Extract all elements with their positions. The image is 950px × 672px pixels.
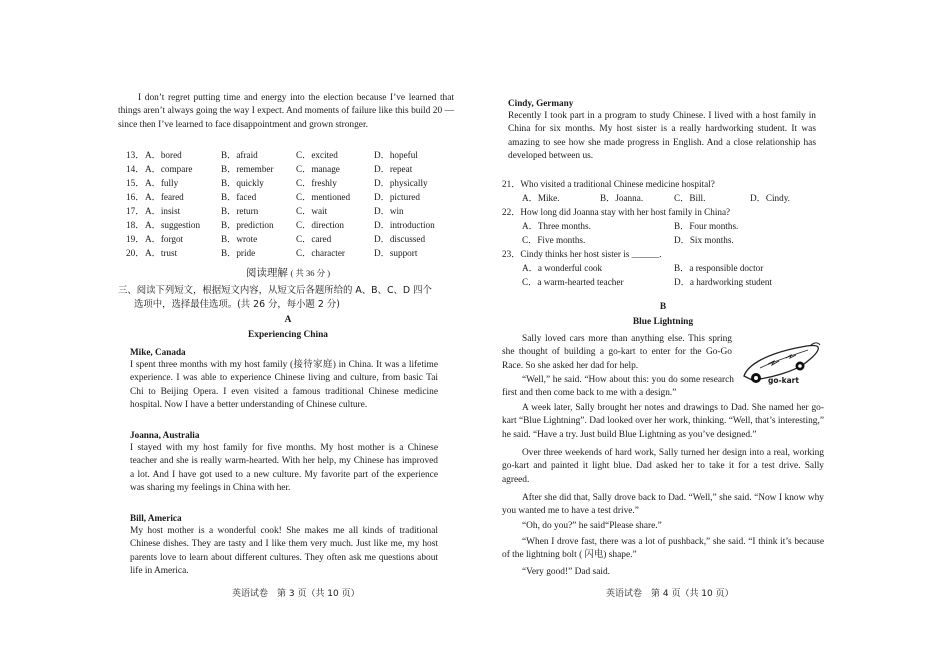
person-text: Recently I took part in a program to study Chinese. I lived with a host family in China for six months. My host sister is a really hardworking student. It was amazing to see how she made progress in English. And a close relationship has developed between us. (508, 111, 816, 162)
page-footer: 英语试卷 第 4 页（共 10 页） (606, 589, 734, 599)
person-name: Cindy, Germany (508, 98, 574, 108)
person-text: I spent three months with my host family (接待家庭) in China. It was a lifetime experience. I was able to experience Chinese living and culture, from basic Tai Chi to Beijing Opera. I even visited a famous traditional Chinese medicine hospital. Now I have a better understanding of Chinese culture. (130, 360, 438, 411)
instruction-line-1: 三、阅读下列短文，根据短文内容，从短文后各题所给的 A、B、C、D 四个 (118, 285, 432, 296)
person-text: I stayed with my host family for five months. My host mother is a Chinese teacher and she is really warm-hearted. With her help, my Chinese has improved a lot. And I have got used to a new culture. My favorite part of the experience was sharing my feelings in China with her. (130, 443, 438, 494)
story-paragraph: A week later, Sally brought her notes and drawings to Dad. She named her go-kart “Blue Lightning”. Dad looked over her work, thinking. “Well, that’s interesting,” he said. “Have a try. Just build Blue Lightning as you’ve designed.” (502, 403, 824, 440)
story-paragraph: “Well,” he said. “How about this: you do some research first and then come back to me with a design.” (502, 375, 734, 399)
passage-letter: A (284, 315, 292, 325)
person-name: Mike, Canada (130, 347, 186, 357)
story-paragraph: “Very good!” Dad said. (522, 567, 610, 577)
person-name: Joanna, Australia (130, 430, 200, 440)
person-name: Bill, America (130, 513, 182, 523)
story-paragraph: After she did that, Sally drove back to Dad. “Well,” she said. “Now I know why you wanted me to have a test drive.” (502, 493, 824, 517)
story-paragraph: “Oh, do you?” he said“Please share.” (522, 521, 662, 531)
person-text: My host mother is a wonderful cook! She makes me all kinds of traditional Chinese dishes. They are tasty and I like them very much. Just like me, my host parents love to learn about different cultures. They often ask me questions about life in America. (130, 526, 438, 577)
passage-title: Experiencing China (248, 330, 328, 340)
section-title: 阅读理解 ( 共 36 分 ) (245, 267, 331, 279)
story-paragraph: Over three weekends of hard work, Sally turned her design into a real, working go-kart and painted it light blue. Dad asked her to take it for a test drive. Sally agreed. (502, 448, 824, 485)
page-footer: 英语试卷 第 3 页（共 10 页） (232, 589, 360, 599)
passage-title: Blue Lightning (632, 317, 694, 327)
story-paragraph: Sally loved cars more than anything else. This spring she thought of building a go-kart to enter for the Go-Go Race. So she asked her dad for help. (502, 334, 732, 371)
go-kart-label: go-kart (768, 376, 799, 385)
instruction-line-2: 选项中，选择最佳选项。(共 26 分，每小题 2 分) (134, 299, 340, 310)
passage-letter: B (659, 302, 667, 312)
right-page: Cindy, Germany Recently I took part in a program to study Chinese. I lived with a host family in China for six months. My host sister is a really hardworking student. It was amazing to see how she made progress in English. And a close relationship has developed between us. 21．Who visited a traditional Chinese medicine hospital? A．Mike. B．Joanna. C．Bill. D．Cindy. 22．How long did Joanna stay with her host family in China? A．Three months. B．Four months. C．Five months. D．Six months. 23．Cindy thinks her host sister is ______. A．a wonderful cook B．a responsible doctor C．a warm-hearted teacher D．a hardworking student B Blue Lightning Sally loved cars more than anything else. This spring she thought of building a go-kart to enter for the Go-Go Race. So she asked her dad for help. “Well,” he said. “How about this: you do some research first and then come back to me with a design.” go-kart A week later, Sally brought her notes and drawings to Dad. She named her go-kart “Blue Lightning”. Dad looked over her work, thinking. “Well, that’s interesting,” he said. “Have a try. Just build Blue Lightning as you’ve designed.” Over three weekends of hard work, Sally turned her design into a real, working go-kart and painted it light blue. Dad asked her to take it for a test drive. Sally agreed. After she did that, Sally drove back to Dad. “Well,” she said. “Now I know why you wanted me to have a test drive.” “Oh, do you?” he said“Please share.” “When I drove fast, there was a lot of pushback,” she said. “I think it’s because of the lightning bolt ( 闪电) shape.” “Very good!” Dad said. 英语试卷 第 4 页（共 10 页） (502, 98, 824, 599)
story-paragraph: “When I drove fast, there was a lot of pushback,” she said. “I think it’s because of the lightning bolt ( 闪电) shape.” (502, 537, 824, 561)
left-page: I don’t regret putting time and energy into the election because I’ve learned that things aren’t always going the way I expect. And moments of failure like this build 20 —since then I’ve learned to face disappointment and grown stronger. 13． A．bored B．afraid C．excited D．hopeful 14． A．compare B．remember C．manage D．repeat 15． A．fully B．quickly C．freshly D．physically 16． A．feared B．faced C．mentioned D．pictured 17． A．insist B．return C．wait D．win 18． A．suggestion B．prediction C．direction D．introduction 19． A．forgot B．wrote C．cared D．discussed 20． A．trust B．pride C．character D．support 阅读理解 ( 共 36 分 ) 三、阅读下列短文，根据短文内容，从短文后各题所给的 A、B、C、D 四个 选项中，选择最佳选项。(共 26 分，每小题 2 分) A Experiencing China Mike, Canada I spent three months with my host family (接待家庭) in China. It was a lifetime experience. I was able to experience Chinese living and culture, from basic Tai Chi to Beijing Opera. I even visited a famous traditional Chinese medicine hospital. Now I have a better understanding of Chinese culture. Joanna, Australia I stayed with my host family for five months. My host mother is a Chinese teacher and she is really warm-hearted. With her help, my Chinese has improved a lot. And I have got used to a new culture. My favorite part of the experience was sharing my feelings in China with her. Bill, America My host mother is a wonderful cook! She makes me all kinds of traditional Chinese dishes. They are tasty and I like them very much. Just like me, my host parents love to learn about different cultures. They often ask me questions about life in America. 英语试卷 第 3 页（共 10 页） (118, 0, 458, 672)
cloze-tail-paragraph: I don’t regret putting time and energy into the election because I’ve learned that things aren’t always going the way I expect. And moments of failure like this build 20 —since then I’ve learned to face disappointment and grown stronger. (118, 93, 454, 130)
